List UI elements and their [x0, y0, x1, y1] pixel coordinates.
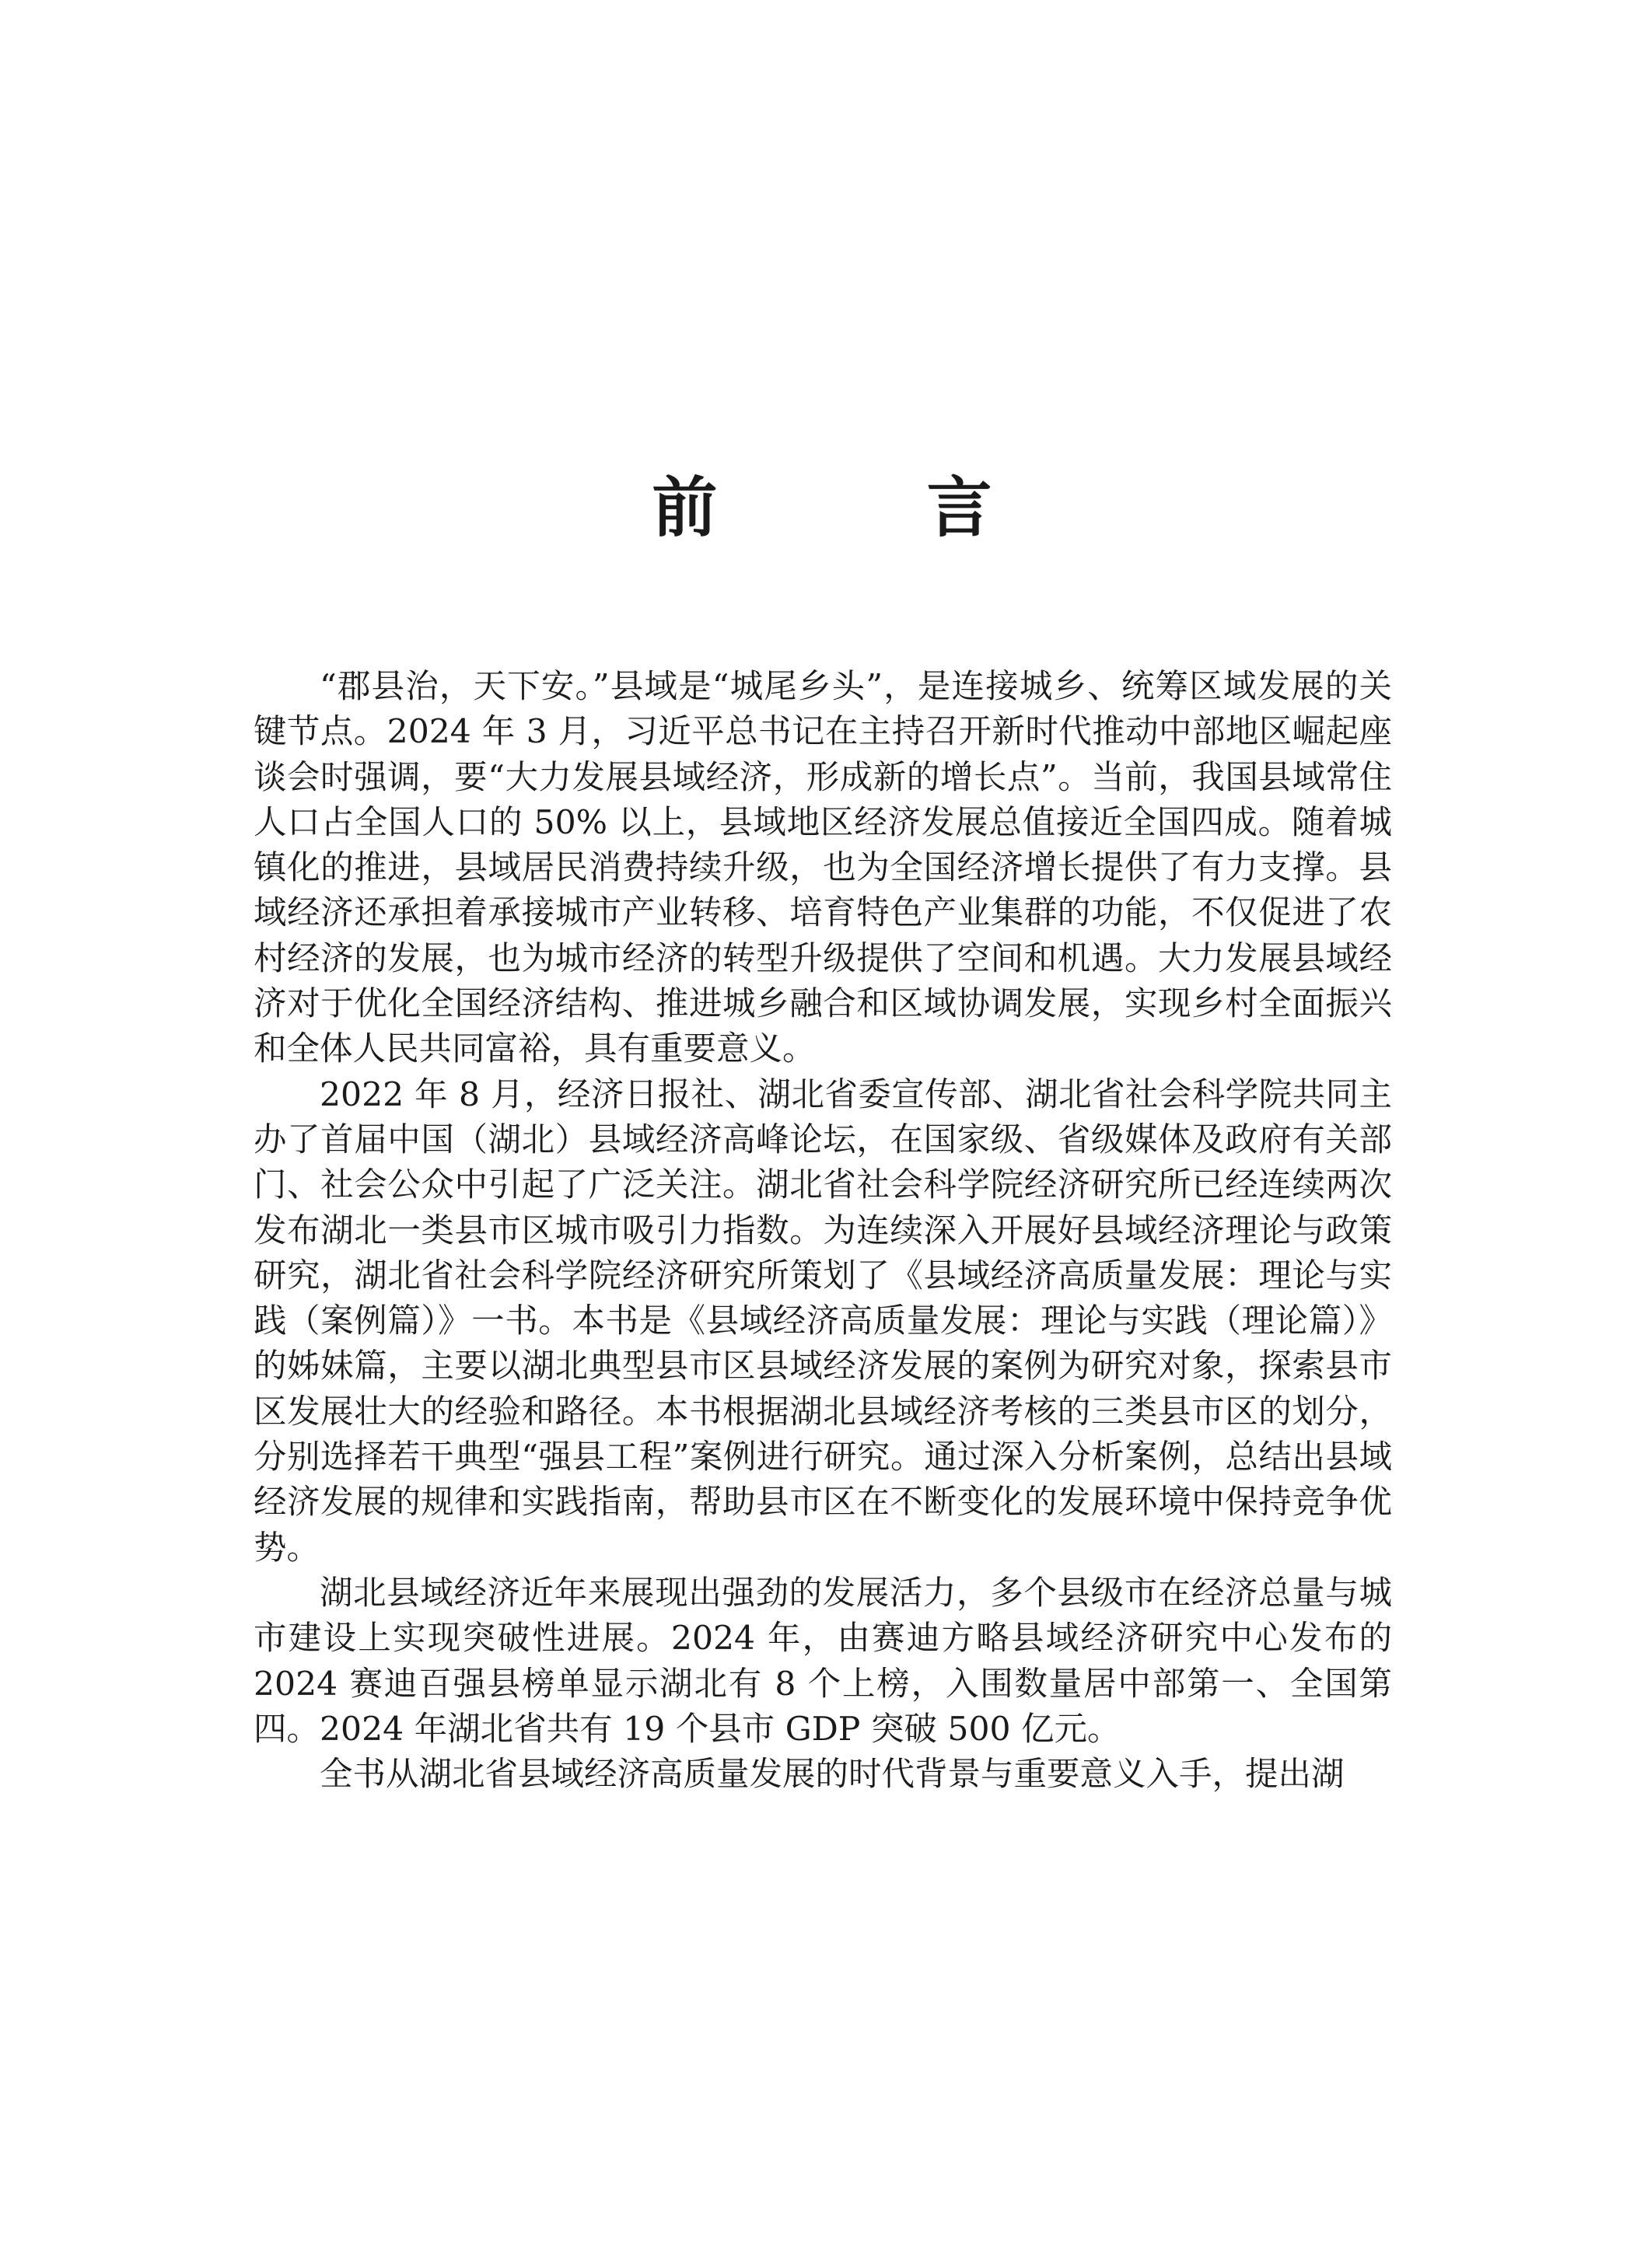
paragraph-1: “郡县治，天下安。”县域是“城尾乡头”，是连接城乡、统筹区域发展的关键节点。2024 年 3 月，习近平总书记在主持召开新时代推动中部地区崛起座谈会时强调，要“大力发展县域经济，形成新的增长点”。当前，我国县域常住人口占全国人口的 50% 以上，县域地区经济发展总值接近全国四成。随着城镇化的推进，县域居民消费持续升级，也为全国经济增长提供了有力支撑。县域经济还承担着承接城市产业转移、培育特色产业集群的功能，不仅促进了农村经济的发展，也为城市经济的转型升级提供了空间和机遇。大力发展县域经济对于优化全国经济结构、推进城乡融合和区域协调发展，实现乡村全面振兴和全体人民共同富裕，具有重要意义。: [254, 668, 1392, 1069]
paragraph-3: 湖北县域经济近年来展现出强劲的发展活力，多个县级市在经济总量与城市建设上实现突破性进展。2024 年，由赛迪方略县域经济研究中心发布的 2024 赛迪百强县榜单显示湖北有 8 个上榜，入围数量居中部第一、全国第四。2024 年湖北省共有 19 个县市 GDP 突破 500 亿元。: [254, 1574, 1392, 1749]
paragraph-4: 全书从湖北省县域经济高质量发展的时代背景与重要意义入手，提出湖: [320, 1756, 1345, 1794]
page-title: 前 言: [652, 469, 1086, 547]
paragraph-2: 2022 年 8 月，经济日报社、湖北省委宣传部、湖北省社会科学院共同主办了首届中国（湖北）县域经济高峰论坛，在国家级、省级媒体及政府有关部门、社会公众中引起了广泛关注。湖北省社会科学院经济研究所已经连续两次发布湖北一类县市区城市吸引力指数。为连续深入开展好县域经济理论与政策研究，湖北省社会科学院经济研究所策划了《县域经济高质量发展：理论与实践（案例篇）》一书。本书是《县域经济高质量发展：理论与实践（理论篇）》的姊妹篇，主要以湖北典型县市区县域经济发展的案例为研究对象，探索县市区发展壮大的经验和路径。本书根据湖北县域经济考核的三类县市区的划分，分别选择若干典型“强县工程”案例进行研究。通过深入分析案例，总结出县域经济发展的规律和实践指南，帮助县市区在不断变化的发展环境中保持竞争优势。: [254, 1075, 1392, 1567]
body-text: [254, 665, 1392, 1798]
